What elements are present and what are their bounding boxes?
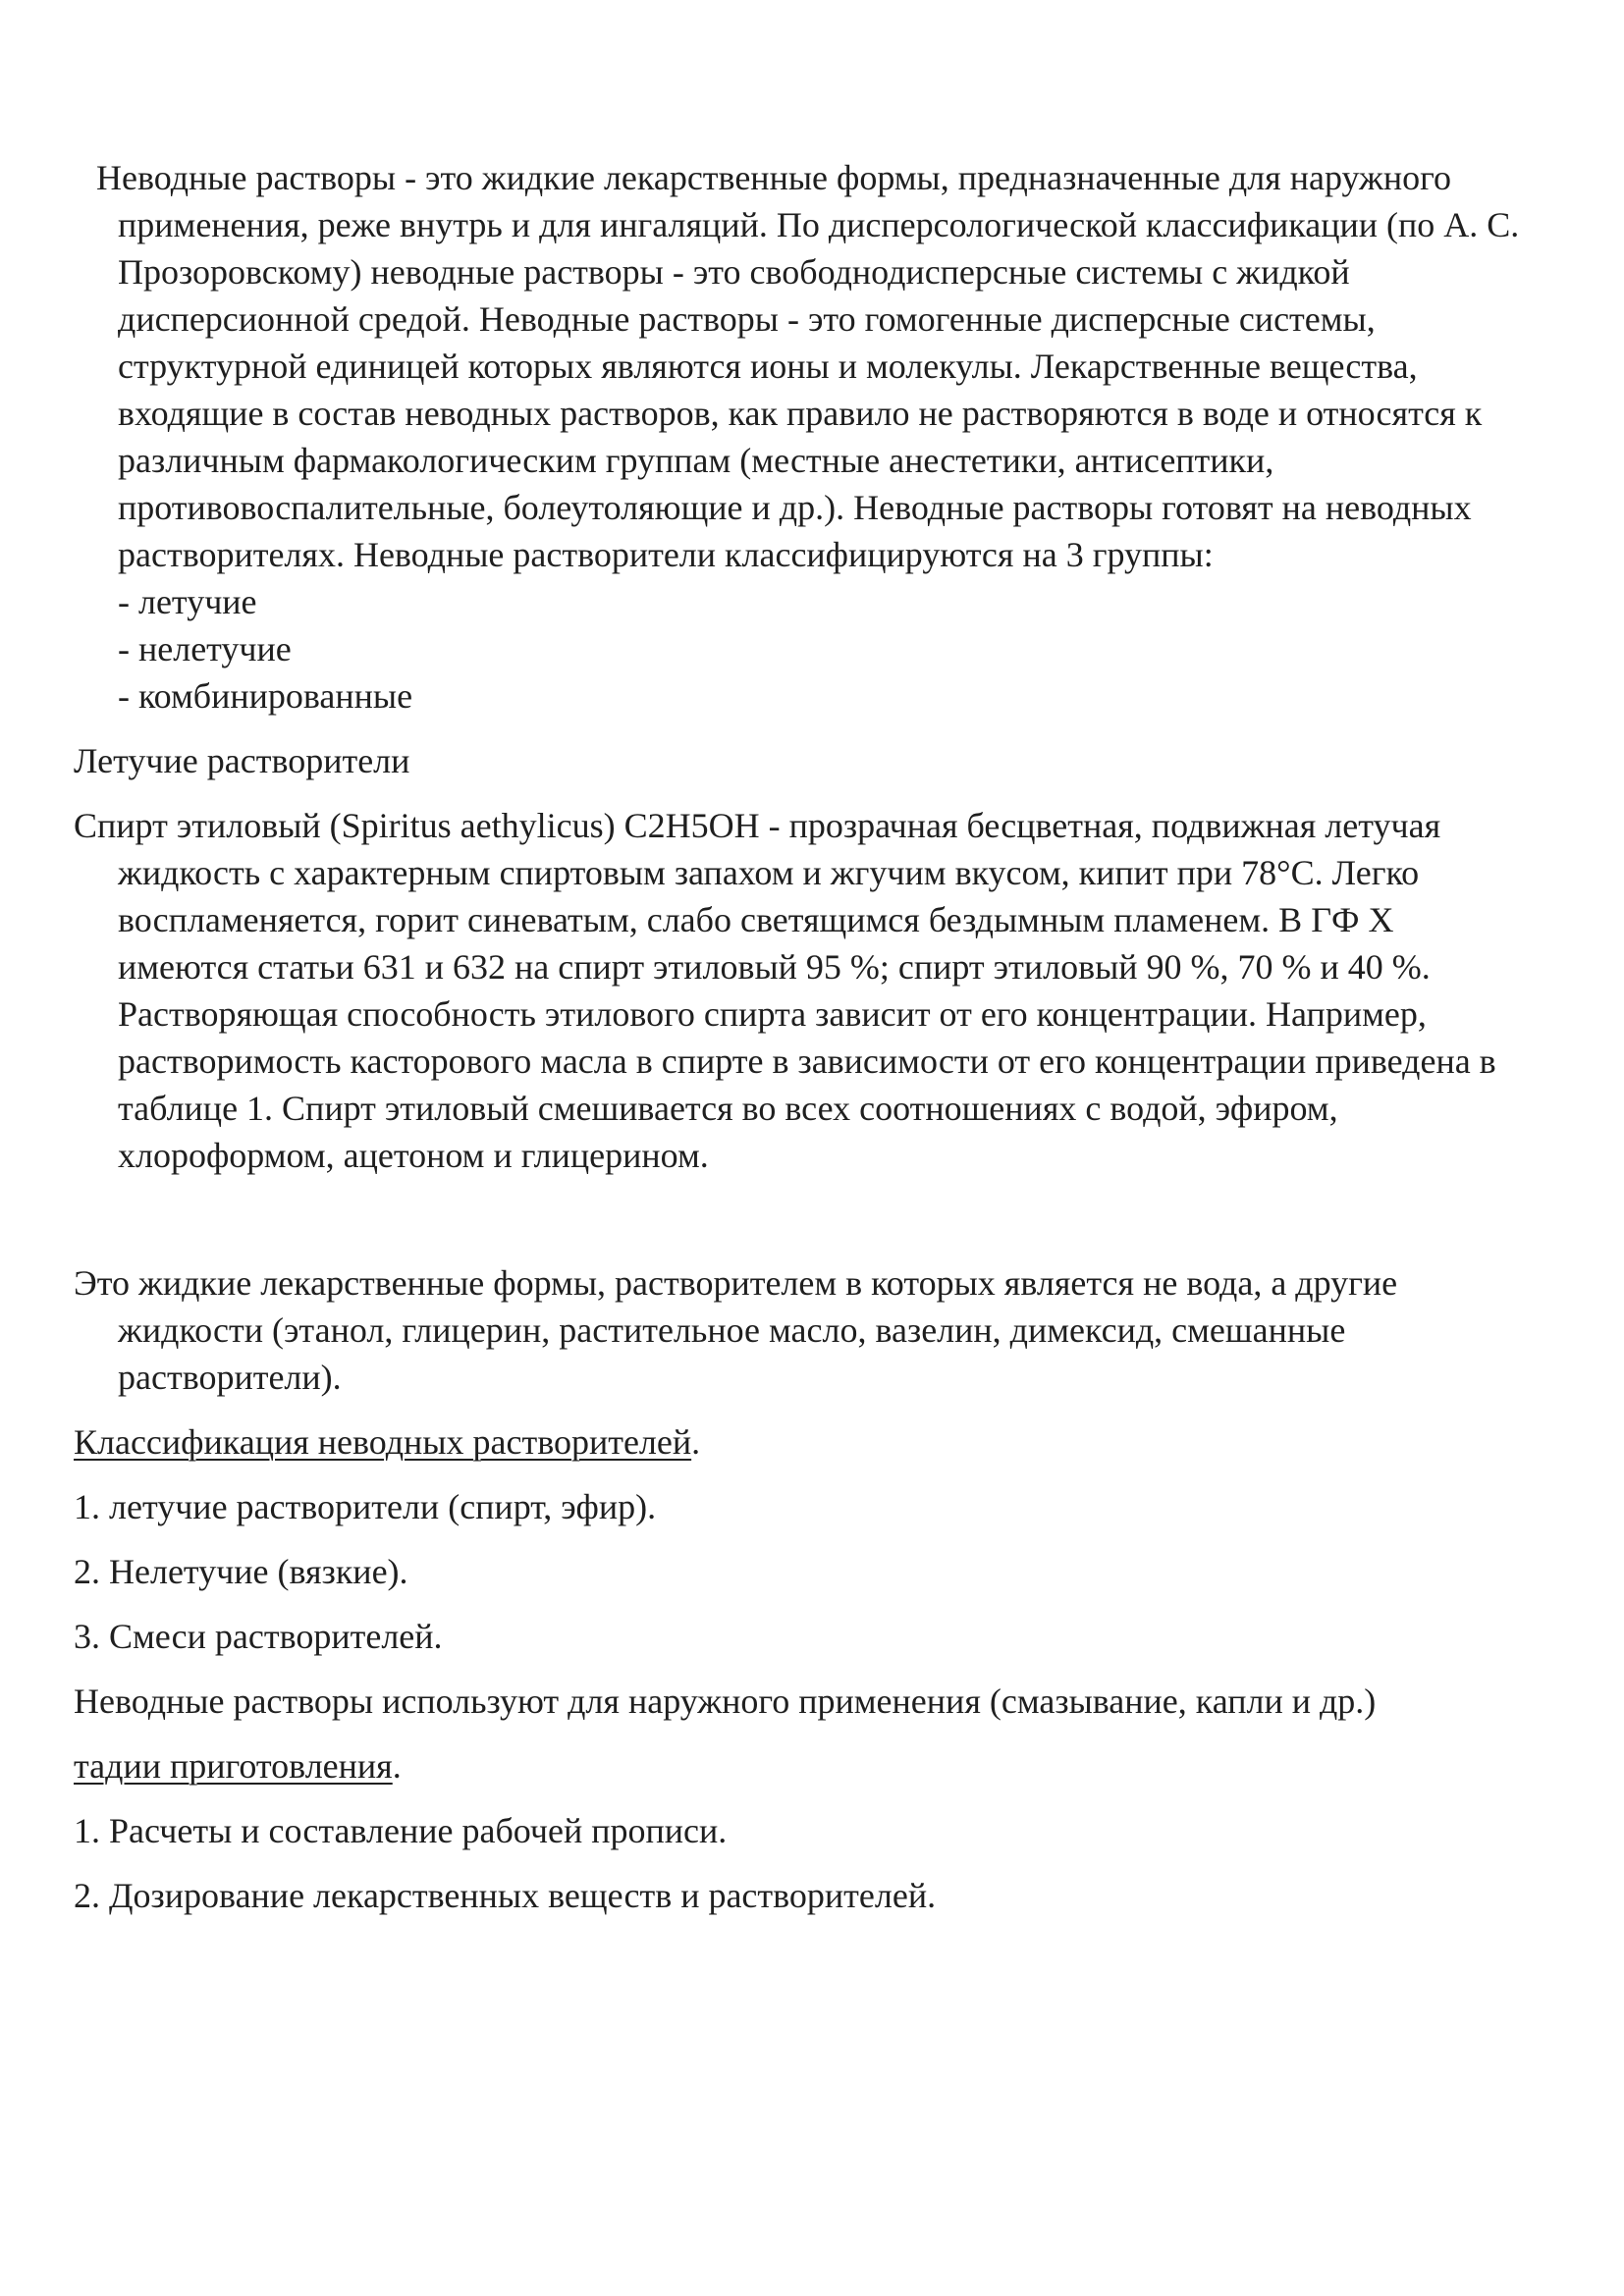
list-item: 1. Расчеты и составление рабочей прописи. (74, 1811, 728, 1850)
classification-heading-period: . (691, 1422, 701, 1462)
text-column (74, 154, 1532, 1937)
list-item: 3. Смеси растворителей. (74, 1617, 443, 1656)
volatile-heading: Летучие растворители (74, 741, 410, 780)
classification-heading-text: Классификация неводных растворителей (74, 1422, 692, 1462)
list-item: 2. Дозирование лекарственных веществ и растворителей. (74, 1876, 937, 1915)
stages-heading-period: . (392, 1746, 402, 1786)
stages-heading-text: тадии приготовления (74, 1746, 393, 1786)
list-item: 2. Нелетучие (вязкие). (74, 1552, 408, 1591)
list-item: - летучие (118, 582, 257, 621)
definition-paragraph: Это жидкие лекарственные формы, растворителем в которых является не вода, а другие жидкости (этанол, глицерин, растительное масло, вазелин, димексид, смешанные растворители). (74, 1263, 1398, 1397)
list-item: 1. летучие растворители (спирт, эфир). (74, 1487, 657, 1526)
ethanol-paragraph: Спирт этиловый (Spiritus aethylicus) C2H5OH - прозрачная бесцветная, подвижная летучая жидкость с характерным спиртовым запахом и жгучим вкусом, кипит при 78°С. Легко воспламеняется, горит синеватым, слабо светящимся бездымным пламенем. В ГФ X имеются статьи 631 и 632 на спирт этиловый 95 %; спирт этиловый 90 %, 70 % и 40 %. Растворяющая способность этилового спирта зависит от его концентрации. Например, растворимость касторового масла в спирте в зависимости от его концентрации приведена в таблице 1. Спирт этиловый смешивается во всех соотношениях с водой, эфиром, хлороформом, ацетоном и глицерином. (74, 806, 1496, 1175)
stages-list (74, 1807, 1532, 1919)
list-item: - нелетучие (118, 629, 292, 668)
solvent-groups-list (74, 578, 1532, 720)
intro-paragraph: Неводные растворы - это жидкие лекарственные формы, предназначенные для наружного применения, реже внутрь и для ингаляций. По дисперсологической классификации (по А. С. Прозоровскому) неводные растворы - это свободнодисперсные системы с жидкой дисперсионной средой. Неводные растворы - это гомогенные дисперсные системы, структурной единицей которых являются ионы и молекулы. Лекарственные вещества, входящие в состав неводных растворов, как правило не растворяются в воде и относятся к различным фармакологическим группам (местные анестетики, антисептики, противовоспалительные, болеутоляющие и др.). Неводные растворы готовят на неводных растворителях. Неводные растворители классифицируются на 3 группы: (96, 158, 1520, 574)
stages-heading (74, 1742, 1532, 1789)
usage-paragraph: Неводные растворы используют для наружного применения (смазывание, капли и др.) (74, 1682, 1377, 1721)
classification-heading (74, 1418, 1532, 1466)
classification-list (74, 1483, 1532, 1660)
list-item: - комбинированные (118, 676, 413, 716)
